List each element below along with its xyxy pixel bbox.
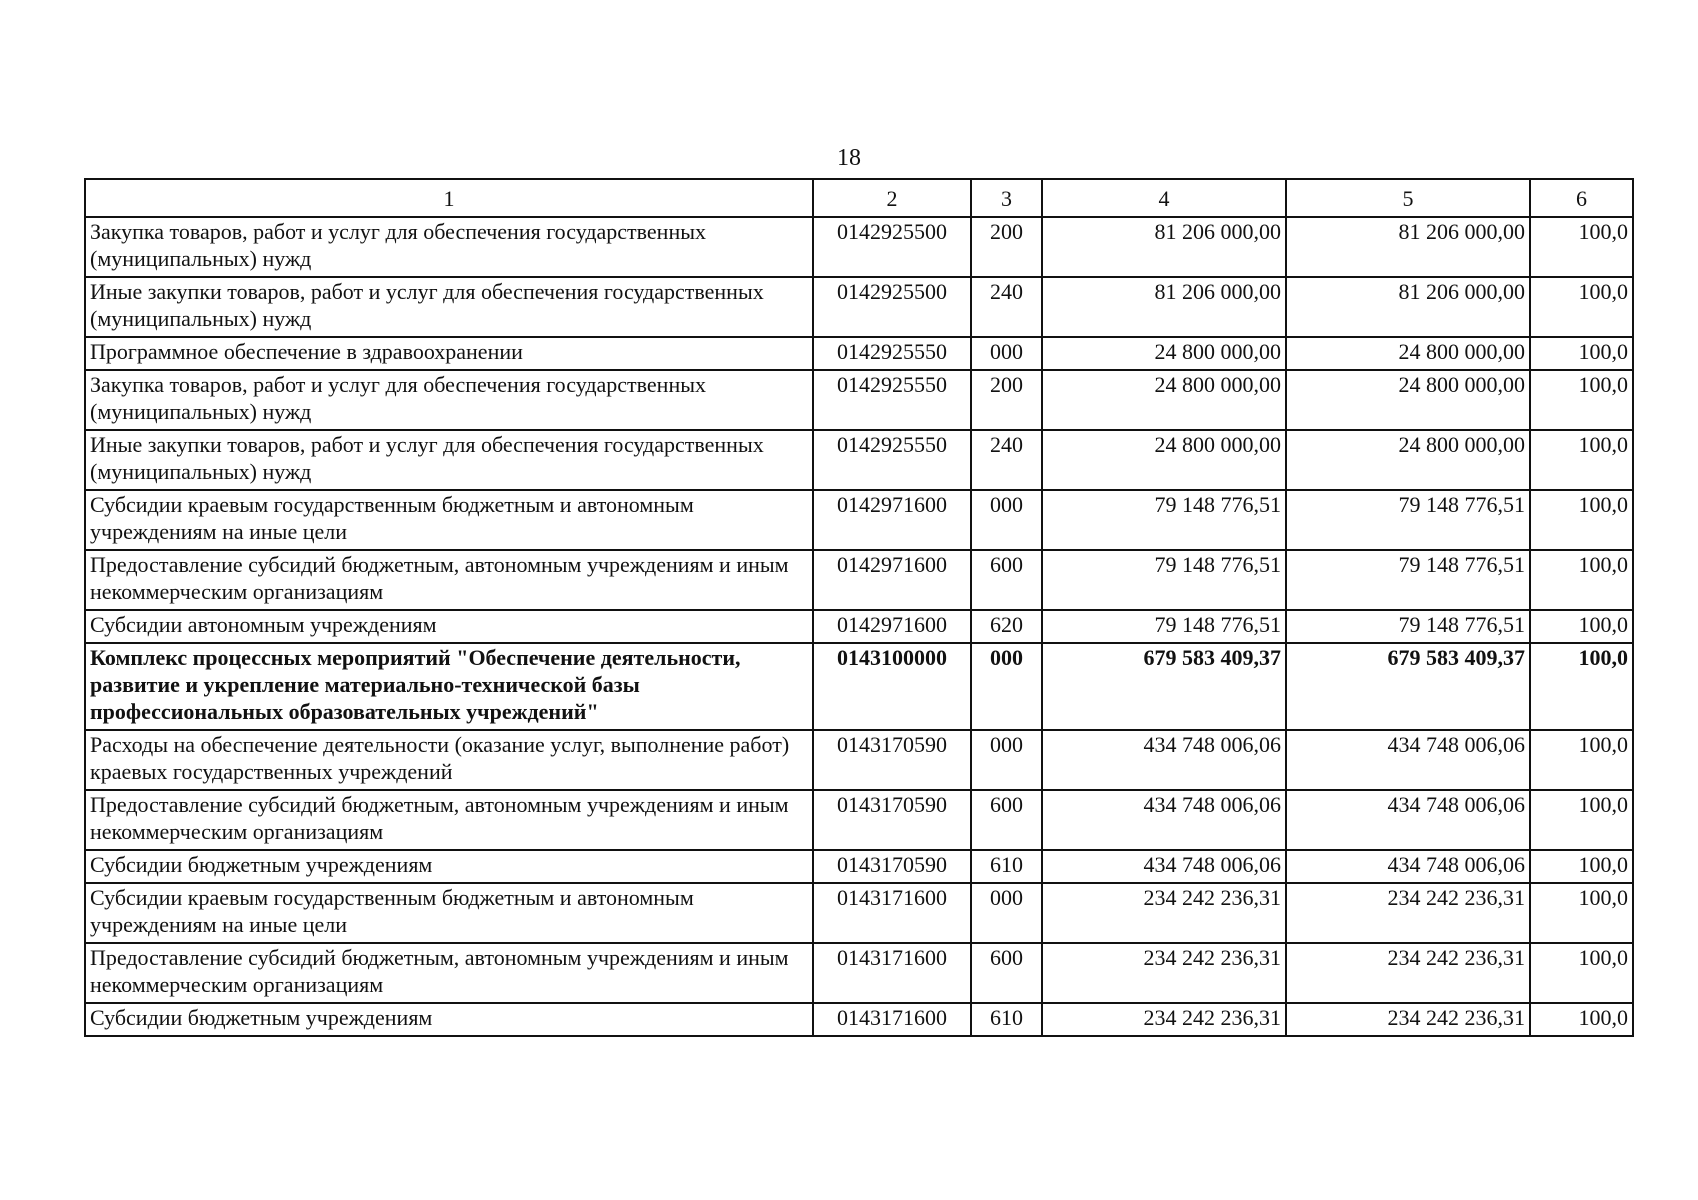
table-row <box>85 430 1633 490</box>
row-fact-amount: 81 206 000,00 <box>1286 217 1530 277</box>
row-percent: 100,0 <box>1530 550 1633 610</box>
row-code: 0143171600 <box>813 943 971 1003</box>
row-code: 0142971600 <box>813 550 971 610</box>
header-col-1: 1 <box>85 179 813 217</box>
table-row <box>85 337 1633 370</box>
table-header <box>85 179 1633 217</box>
row-type: 620 <box>971 610 1042 643</box>
row-plan-amount: 81 206 000,00 <box>1042 217 1286 277</box>
table-row <box>85 943 1633 1003</box>
row-fact-amount: 24 800 000,00 <box>1286 370 1530 430</box>
row-plan-amount: 24 800 000,00 <box>1042 370 1286 430</box>
row-code: 0142971600 <box>813 490 971 550</box>
row-plan-amount: 79 148 776,51 <box>1042 550 1286 610</box>
row-name: Программное обеспечение в здравоохранении <box>85 337 813 370</box>
row-percent: 100,0 <box>1530 790 1633 850</box>
row-type: 240 <box>971 430 1042 490</box>
row-percent: 100,0 <box>1530 370 1633 430</box>
table-row <box>85 730 1633 790</box>
row-code: 0143170590 <box>813 850 971 883</box>
row-percent: 100,0 <box>1530 1003 1633 1036</box>
row-type: 610 <box>971 1003 1042 1036</box>
row-code: 0142925550 <box>813 337 971 370</box>
row-code: 0143170590 <box>813 730 971 790</box>
row-plan-amount: 679 583 409,37 <box>1042 643 1286 730</box>
row-name: Закупка товаров, работ и услуг для обеспечения государственных (муниципальных) нужд <box>85 370 813 430</box>
table-row <box>85 1003 1633 1036</box>
row-plan-amount: 234 242 236,31 <box>1042 1003 1286 1036</box>
row-fact-amount: 79 148 776,51 <box>1286 490 1530 550</box>
row-percent: 100,0 <box>1530 643 1633 730</box>
row-fact-amount: 81 206 000,00 <box>1286 277 1530 337</box>
row-type: 000 <box>971 643 1042 730</box>
table-row <box>85 790 1633 850</box>
row-fact-amount: 24 800 000,00 <box>1286 430 1530 490</box>
row-percent: 100,0 <box>1530 883 1633 943</box>
row-fact-amount: 434 748 006,06 <box>1286 730 1530 790</box>
row-plan-amount: 79 148 776,51 <box>1042 610 1286 643</box>
row-percent: 100,0 <box>1530 430 1633 490</box>
row-name: Расходы на обеспечение деятельности (оказание услуг, выполнение работ) краевых государственных учреждений <box>85 730 813 790</box>
row-name: Предоставление субсидий бюджетным, автономным учреждениям и иным некоммерческим организациям <box>85 550 813 610</box>
row-type: 000 <box>971 730 1042 790</box>
row-code: 0142925550 <box>813 370 971 430</box>
row-percent: 100,0 <box>1530 337 1633 370</box>
row-plan-amount: 79 148 776,51 <box>1042 490 1286 550</box>
table-row <box>85 370 1633 430</box>
row-plan-amount: 24 800 000,00 <box>1042 337 1286 370</box>
row-type: 200 <box>971 370 1042 430</box>
row-name: Закупка товаров, работ и услуг для обеспечения государственных (муниципальных) нужд <box>85 217 813 277</box>
table-row <box>85 217 1633 277</box>
row-type: 000 <box>971 337 1042 370</box>
row-name: Субсидии краевым государственным бюджетным и автономным учреждениям на иные цели <box>85 883 813 943</box>
row-name: Иные закупки товаров, работ и услуг для обеспечения государственных (муниципальных) нужд <box>85 277 813 337</box>
row-fact-amount: 434 748 006,06 <box>1286 790 1530 850</box>
table-body <box>85 217 1633 1036</box>
row-type: 610 <box>971 850 1042 883</box>
row-code: 0143171600 <box>813 883 971 943</box>
row-plan-amount: 24 800 000,00 <box>1042 430 1286 490</box>
row-fact-amount: 434 748 006,06 <box>1286 850 1530 883</box>
row-fact-amount: 234 242 236,31 <box>1286 1003 1530 1036</box>
table-row <box>85 643 1633 730</box>
row-fact-amount: 234 242 236,31 <box>1286 883 1530 943</box>
row-name: Субсидии краевым государственным бюджетным и автономным учреждениям на иные цели <box>85 490 813 550</box>
row-code: 0142925500 <box>813 217 971 277</box>
row-fact-amount: 24 800 000,00 <box>1286 337 1530 370</box>
row-name: Предоставление субсидий бюджетным, автономным учреждениям и иным некоммерческим организациям <box>85 790 813 850</box>
header-row <box>85 179 1633 217</box>
row-percent: 100,0 <box>1530 490 1633 550</box>
row-name: Иные закупки товаров, работ и услуг для обеспечения государственных (муниципальных) нужд <box>85 430 813 490</box>
header-col-6: 6 <box>1530 179 1633 217</box>
row-name: Субсидии автономным учреждениям <box>85 610 813 643</box>
table-row <box>85 883 1633 943</box>
row-type: 600 <box>971 790 1042 850</box>
table-row <box>85 277 1633 337</box>
row-type: 000 <box>971 490 1042 550</box>
row-name: Субсидии бюджетным учреждениям <box>85 1003 813 1036</box>
table-row <box>85 610 1633 643</box>
header-col-2: 2 <box>813 179 971 217</box>
row-code: 0142925550 <box>813 430 971 490</box>
row-fact-amount: 679 583 409,37 <box>1286 643 1530 730</box>
header-col-3: 3 <box>971 179 1042 217</box>
row-code: 0143170590 <box>813 790 971 850</box>
row-plan-amount: 434 748 006,06 <box>1042 790 1286 850</box>
row-type: 000 <box>971 883 1042 943</box>
row-type: 240 <box>971 277 1042 337</box>
row-name: Субсидии бюджетным учреждениям <box>85 850 813 883</box>
page-number: 18 <box>837 145 861 171</box>
table-row <box>85 490 1633 550</box>
row-name: Комплекс процессных мероприятий "Обеспечение деятельности, развитие и укрепление материально-технической базы профессиональных образовательных учреждений" <box>85 643 813 730</box>
row-fact-amount: 79 148 776,51 <box>1286 610 1530 643</box>
row-percent: 100,0 <box>1530 277 1633 337</box>
header-col-4: 4 <box>1042 179 1286 217</box>
row-percent: 100,0 <box>1530 730 1633 790</box>
row-percent: 100,0 <box>1530 850 1633 883</box>
row-type: 600 <box>971 943 1042 1003</box>
row-type: 600 <box>971 550 1042 610</box>
budget-table <box>84 178 1634 1037</box>
row-plan-amount: 81 206 000,00 <box>1042 277 1286 337</box>
row-percent: 100,0 <box>1530 943 1633 1003</box>
row-plan-amount: 434 748 006,06 <box>1042 850 1286 883</box>
row-type: 200 <box>971 217 1042 277</box>
table-row <box>85 550 1633 610</box>
row-percent: 100,0 <box>1530 217 1633 277</box>
row-code: 0143171600 <box>813 1003 971 1036</box>
row-plan-amount: 434 748 006,06 <box>1042 730 1286 790</box>
row-code: 0142925500 <box>813 277 971 337</box>
header-col-5: 5 <box>1286 179 1530 217</box>
row-plan-amount: 234 242 236,31 <box>1042 883 1286 943</box>
row-code: 0143100000 <box>813 643 971 730</box>
row-plan-amount: 234 242 236,31 <box>1042 943 1286 1003</box>
table-row <box>85 850 1633 883</box>
row-code: 0142971600 <box>813 610 971 643</box>
row-fact-amount: 79 148 776,51 <box>1286 550 1530 610</box>
row-fact-amount: 234 242 236,31 <box>1286 943 1530 1003</box>
row-percent: 100,0 <box>1530 610 1633 643</box>
row-name: Предоставление субсидий бюджетным, автономным учреждениям и иным некоммерческим организациям <box>85 943 813 1003</box>
